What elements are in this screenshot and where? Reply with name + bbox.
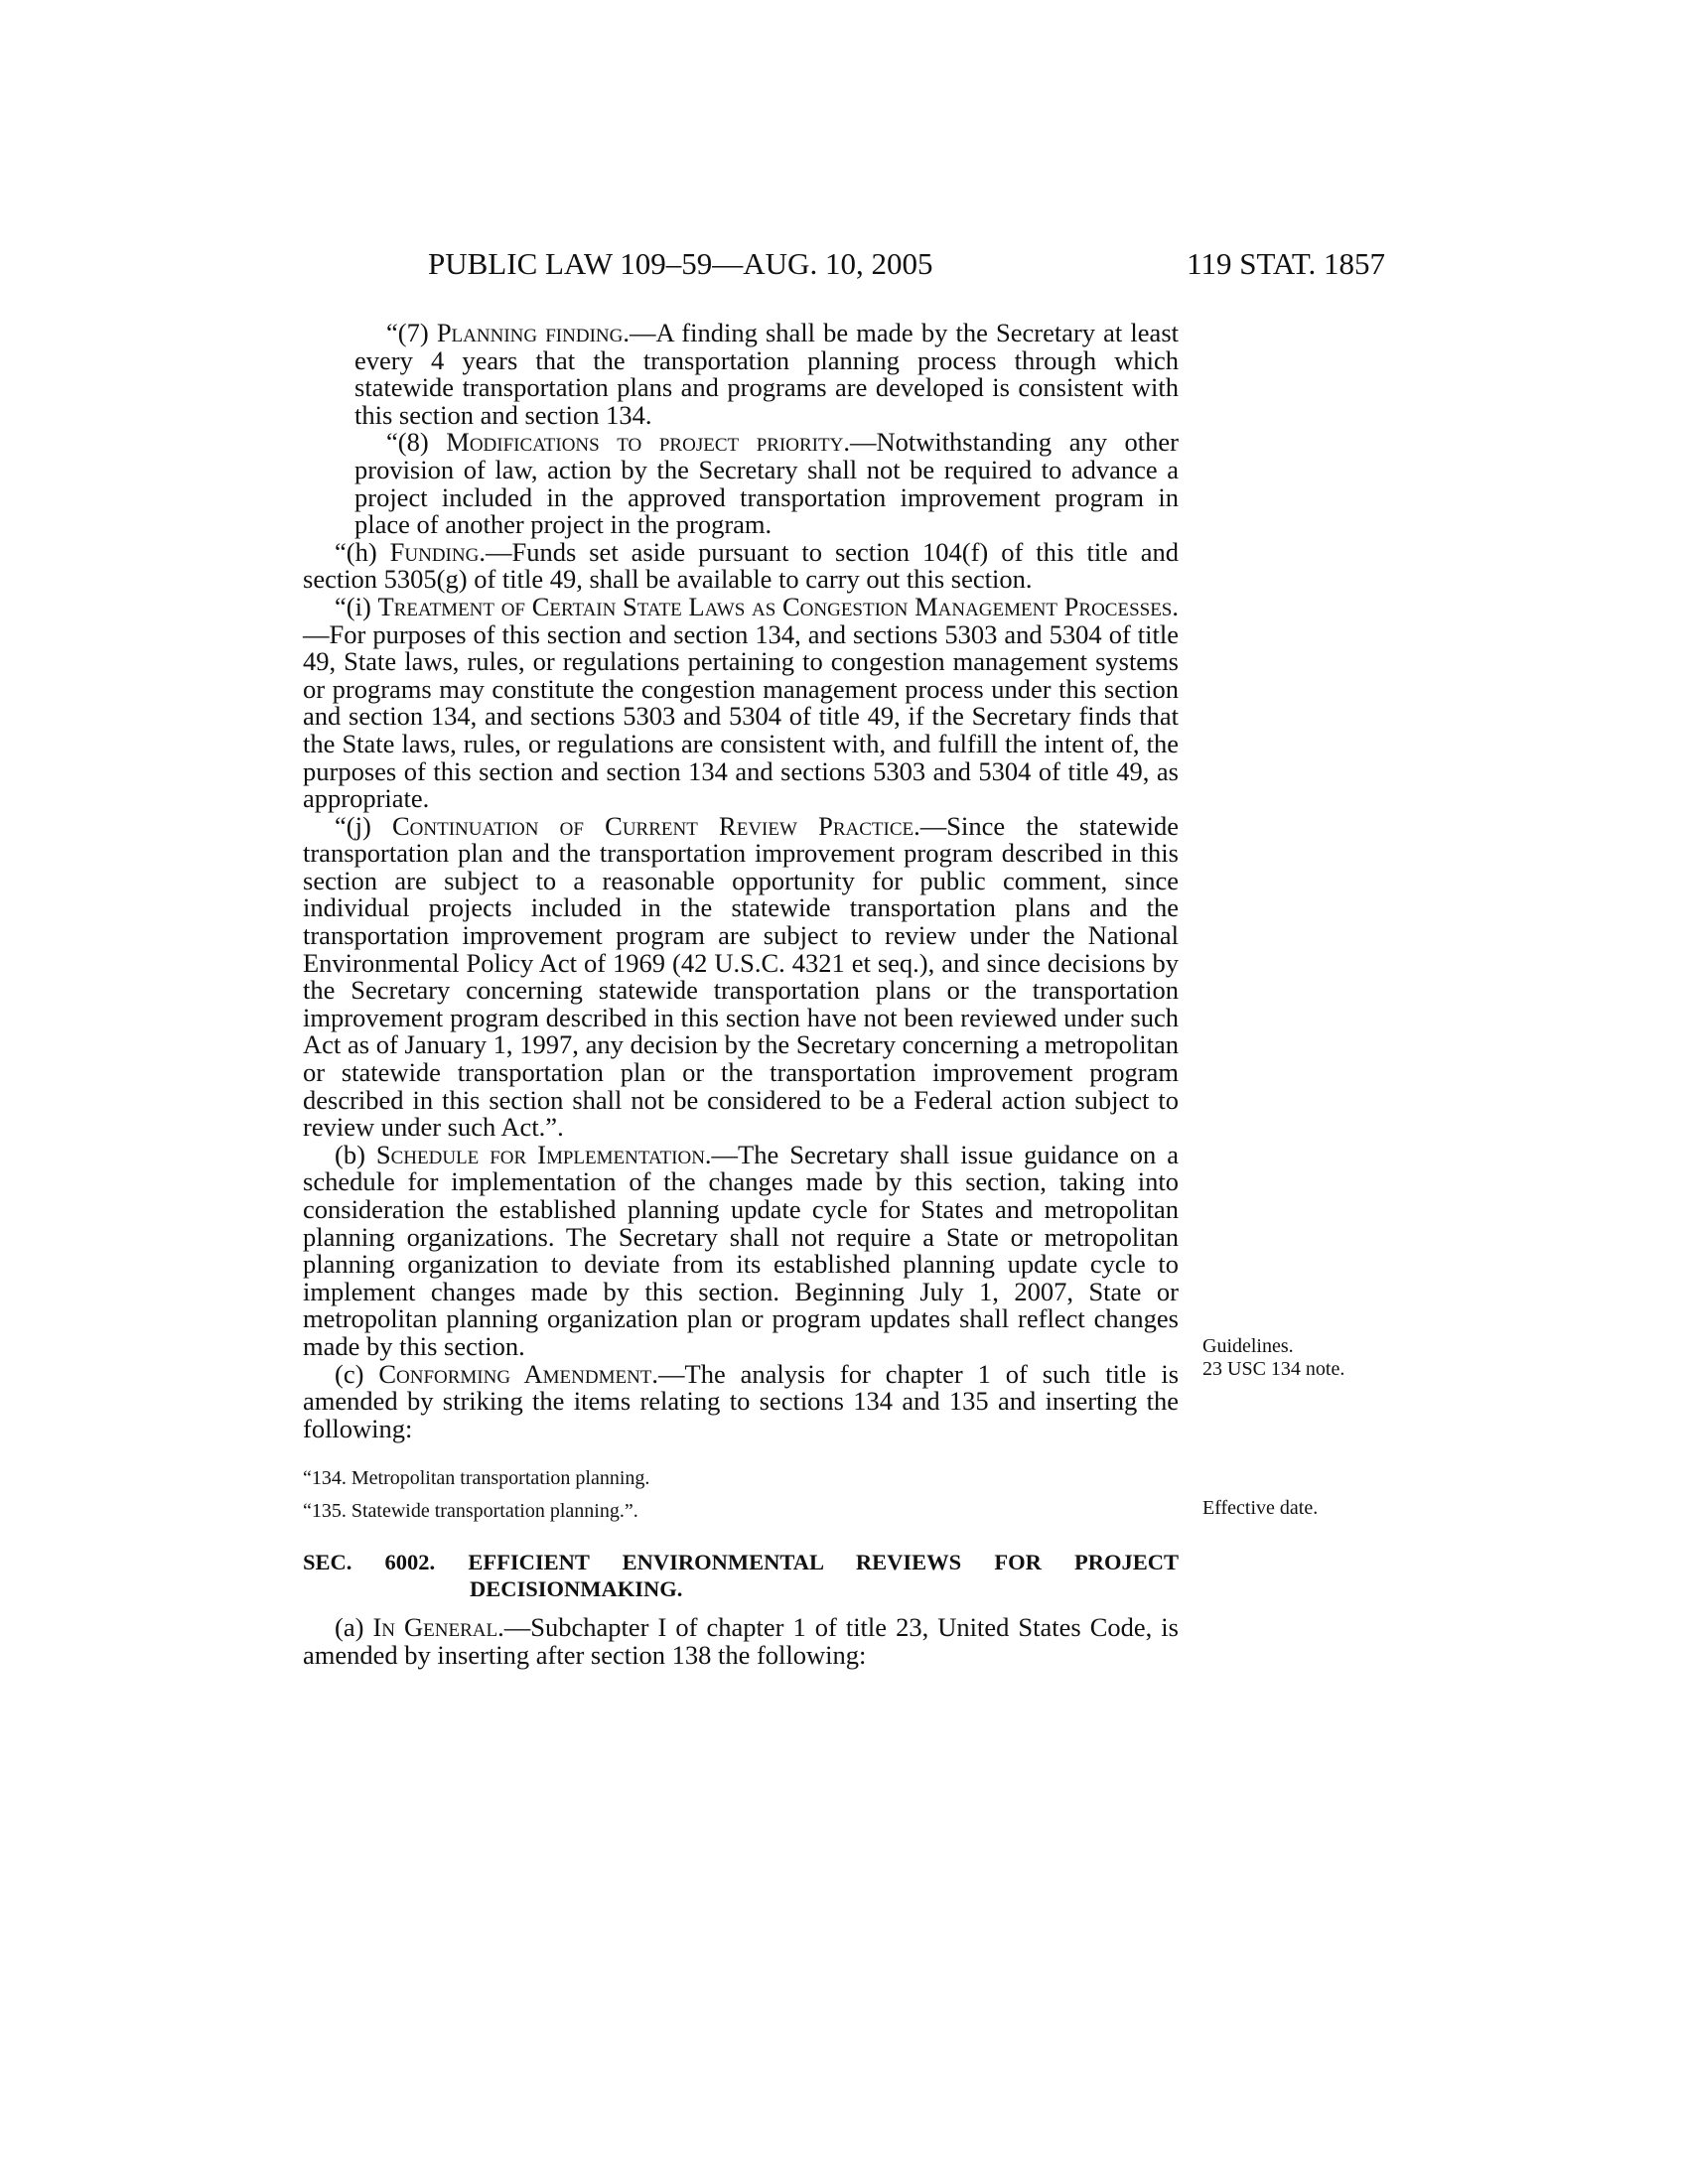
toc-item: “134. Metropolitan transportation planning. (303, 1467, 650, 1490)
paragraph-text: .—The Secretary shall issue guidance on a schedule for implementation of the changes made by this section, taking into consideration the established planning update cycle for States and metropolitan planning organizations. The Secretary shall not require a State or metropolitan planning organization to deviate from its established planning update cycle to implement changes made by this section. Beginning July 1, 2007, State or metropolitan planning organization plan or program updates shall reflect changes made by this section. (303, 1139, 1179, 1361)
paragraph-lead: “(i) (335, 591, 378, 621)
paragraph-j (303, 810, 1179, 1143)
paragraph-caption: Planning finding (436, 318, 624, 347)
paragraph-text: .—Funds set aside pursuant to section 104(f) of this title and section 5305(g) of title 49, shall be available to carry out this section. (303, 536, 1179, 595)
paragraph-i (303, 591, 1179, 814)
paragraph-text: .—Subchapter I of chapter 1 of title 23, United States Code, is amended by inserting after section 138 the following: (303, 1612, 1179, 1670)
paragraph-caption: Conforming Amendment (378, 1358, 652, 1389)
paragraph-caption: Funding (389, 536, 480, 567)
margin-note-usc: 23 USC 134 note. (1202, 1358, 1345, 1380)
paragraph-g8 (303, 429, 1179, 538)
paragraph-lead: “(j) (335, 810, 392, 841)
paragraph-caption: Continuation of Current Review Practice (391, 810, 914, 841)
paragraph-caption: Schedule for Implementation (375, 1139, 705, 1169)
paragraph-lead: “(8) (386, 427, 447, 458)
paragraph-lead: (c) (335, 1358, 379, 1389)
table-of-sections (303, 1462, 1179, 1528)
paragraph-caption: Modifications to project priority (446, 427, 844, 458)
running-header-title: PUBLIC LAW 109–59—AUG. 10, 2005 (428, 246, 933, 281)
statute-page-number: 119 STAT. 1857 (1187, 246, 1385, 281)
paragraph-caption: Treatment of Certain State Laws as Congestion Management Processes (377, 591, 1173, 621)
paragraph-a (303, 1614, 1179, 1669)
paragraph-g7 (303, 320, 1179, 429)
margin-note-effective-date: Effective date. (1202, 1497, 1319, 1519)
paragraph-caption: In General (372, 1612, 498, 1643)
section-heading: SEC. 6002. EFFICIENT ENVIRONMENTAL REVIEWS FOR PROJECT DECISIONMAKING. (303, 1550, 1179, 1602)
paragraph-text: .—The analysis for chapter 1 of such title is amended by striking the items relating to sections 134 and 135 and inserting the following: (303, 1358, 1180, 1443)
toc-item: “135. Statewide transportation planning.”. (303, 1500, 638, 1523)
paragraph-text: .—A finding shall be made by the Secretary at least every 4 years that the transportation planning process through which statewide transportation plans and programs are developed is consistent with this section and section 134. (354, 318, 1179, 430)
paragraph-text: .—Notwithstanding any other provision of law, action by the Secretary shall not be required to advance a project included in the approved transportation improvement program in place of another project in the program. (354, 427, 1179, 540)
paragraph-lead: (a) (335, 1612, 373, 1643)
paragraph-lead: “(7) (386, 318, 437, 347)
paragraph-h (303, 536, 1179, 595)
paragraph-text: .—For purposes of this section and section 134, and sections 5303 and 5304 of title 49, State laws, rules, or regulations pertaining to congestion management systems or programs may constitute the congestion management process under this section and section 134, and sections 5303 and 5304 of title 49, if the Secretary finds that the State laws, rules, or regulations are consistent with, and fulfill the intent of, the purposes of this section and section 134 and sections 5303 and 5304 of title 49, as appropriate. (303, 591, 1179, 814)
margin-note-guidelines: Guidelines. (1202, 1335, 1294, 1357)
statute-body (303, 320, 1179, 1670)
paragraph-text: .—Since the statewide transportation plan and the transportation improvement program described in this section are subject to a reasonable opportunity for public comment, since individual projects included in the statewide transportation plans and the transportation improvement program are subject to review under the National Environmental Policy Act of 1969 (42 U.S.C. 4321 et seq.), and since decisions by the Secretary concerning statewide transportation plans or the transportation improvement program described in this section have not been reviewed under such Act as of January 1, 1997, any decision by the Secretary concerning a metropolitan or statewide transportation plan or the transportation improvement program described in this section shall not be considered to be a Federal action subject to review under such Act.”. (303, 810, 1179, 1143)
paragraph-c (303, 1358, 1180, 1443)
paragraph-lead: (b) (335, 1139, 376, 1169)
paragraph-b (303, 1139, 1179, 1361)
paragraph-lead: “(h) (335, 536, 390, 567)
